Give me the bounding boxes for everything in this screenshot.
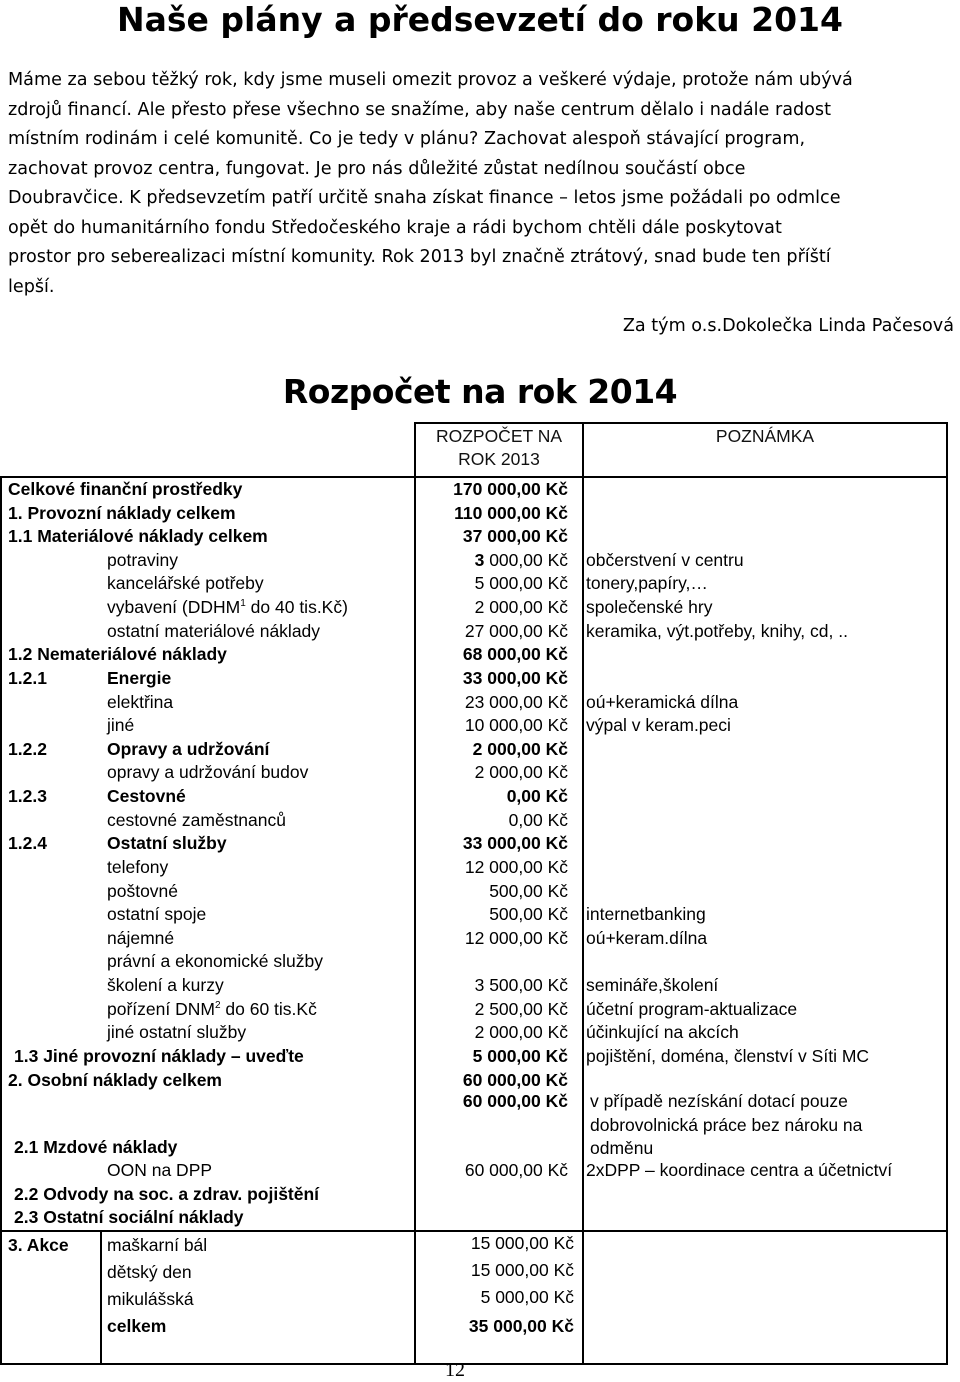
- row-note: keramika, výt.potřeby, knihy, cd, ..: [586, 620, 848, 641]
- mzdove-label: 2.1 Mzdové náklady: [14, 1137, 178, 1157]
- table-row: [0, 950, 948, 974]
- row-label: 2. Osobní náklady celkem: [8, 1069, 222, 1090]
- row-value: 500,00 Kč: [489, 904, 568, 925]
- table-row: [0, 809, 948, 833]
- page-number: 12: [445, 1359, 465, 1381]
- row-label: 1.3 Jiné provozní náklady – uveďte: [14, 1045, 304, 1066]
- intro-line: zdrojů financí. Ale přesto přese všechno se snažíme, aby naše centrum dělalo i nadále radost: [8, 99, 831, 120]
- row-note: občerstvení v centru: [586, 549, 744, 570]
- table-row: [0, 738, 948, 762]
- row-value: 3 500,00 Kč: [474, 975, 568, 996]
- row-note: oú+keramická dílna: [586, 691, 739, 712]
- row-value: 2 000,00 Kč: [474, 597, 568, 618]
- akce-label: 3. Akce: [8, 1235, 69, 1255]
- page-title: Naše plány a předsevzetí do roku 2014: [117, 0, 843, 39]
- row-label: 1.2 Nemateriálové náklady: [8, 644, 227, 665]
- odvody-label: 2.2 Odvody na soc. a zdrav. pojištění: [14, 1184, 320, 1204]
- table-row: [0, 549, 948, 573]
- budget-title: Rozpočet na rok 2014: [282, 372, 678, 411]
- row-value: 2 000,00 Kč: [474, 762, 568, 783]
- row-value: 60 000,00 Kč: [462, 1069, 568, 1090]
- row-item: elektřina: [107, 691, 174, 712]
- table-row: [0, 667, 948, 691]
- mzdove-value: 60 000,00 Kč: [462, 1091, 568, 1111]
- row-value: 3 000,00 Kč: [474, 549, 568, 570]
- row-value: 2 000,00 Kč: [474, 1022, 568, 1043]
- table-row: [0, 620, 948, 644]
- table-row: [0, 785, 948, 809]
- table-row: [0, 478, 948, 502]
- row-item: kancelářské potřeby: [107, 573, 264, 594]
- row-item: vybavení (DDHM$^1$ do 40 tis.Kč): [107, 597, 348, 618]
- akce-item: mikulášská: [107, 1289, 194, 1309]
- table-row: [0, 714, 948, 738]
- akce-total-value: 35 000,00 Kč: [468, 1316, 574, 1336]
- mzdove-note: v případě nezískání dotací pouze dobrovolnická práce bez nároku na odměnu: [590, 1091, 863, 1159]
- row-note: účetní program-aktualizace: [586, 998, 798, 1019]
- intro-line: lepší.: [8, 276, 55, 297]
- table-row: [0, 832, 948, 856]
- row-item: jiné ostatní služby: [107, 1022, 247, 1043]
- table-row: [0, 1045, 948, 1069]
- table-row: [0, 974, 948, 998]
- row-value: 5 000,00 Kč: [474, 573, 568, 594]
- row-item: právní a ekonomické služby: [107, 951, 323, 972]
- row-value: 0,00 Kč: [506, 786, 568, 807]
- table-row: [0, 761, 948, 785]
- intro-line: Máme za sebou těžký rok, kdy jsme museli omezit provoz a veškeré výdaje, protože nám ubývá: [8, 70, 853, 90]
- row-item: opravy a udržování budov: [107, 762, 309, 783]
- table-row: [0, 643, 948, 667]
- row-value: 12 000,00 Kč: [464, 856, 568, 877]
- row-value: 10 000,00 Kč: [464, 715, 568, 736]
- akce-total-label: celkem: [107, 1316, 167, 1336]
- row-item: nájemné: [107, 927, 175, 948]
- row-value: 23 000,00 Kč: [464, 691, 568, 712]
- row-item: telefony: [107, 856, 169, 877]
- row-item: pořízení DNM$^2$ do 60 tis.Kč: [107, 998, 317, 1019]
- row-item: jiné: [107, 715, 135, 736]
- row-note: semináře,školení: [586, 975, 719, 996]
- intro-line: prostor pro seberealizaci místní komunity. Rok 2013 byl značně ztrátový, snad bude ten příští: [8, 247, 831, 267]
- akce-value: 15 000,00 Kč: [470, 1260, 574, 1280]
- intro-line: Doubravčice. K předsevzetím patří určitě snaha získat finance – letos jsme požádali po odmlce: [8, 188, 841, 208]
- intro-paragraph: [8, 66, 954, 302]
- row-value: 5 000,00 Kč: [472, 1045, 568, 1066]
- akce-value: 15 000,00 Kč: [470, 1233, 574, 1253]
- row-label: 1.2.2: [8, 738, 47, 759]
- row-label: 1.2.3: [8, 786, 47, 807]
- oon-note: 2xDPP – koordinace centra a účetnictví: [586, 1160, 893, 1180]
- row-value: 33 000,00 Kč: [462, 833, 568, 854]
- row-item: cestovné zaměstnanců: [107, 809, 286, 830]
- table-row: [0, 1021, 948, 1045]
- row-value: 170 000,00 Kč: [453, 479, 568, 499]
- table-row: [0, 502, 948, 526]
- header-note: POZNÁMKA: [715, 426, 815, 446]
- header-budget: ROZPOČET NA ROK 2013: [435, 426, 563, 469]
- row-value: 27 000,00 Kč: [464, 620, 568, 641]
- row-item: poštovné: [107, 880, 179, 901]
- row-value: 12 000,00 Kč: [464, 927, 568, 948]
- akce-value: 5 000,00 Kč: [480, 1287, 574, 1307]
- row-label: 1. Provozní náklady celkem: [8, 502, 236, 523]
- row-value: 2 000,00 Kč: [472, 738, 568, 759]
- row-item: Energie: [107, 667, 172, 688]
- table-row: [0, 572, 948, 596]
- row-note: výpal v keram.peci: [586, 715, 731, 736]
- intro-line: zachovat provoz centra, fungovat. Je pro nás důležité zůstat nedílnou součástí obce: [8, 158, 746, 179]
- row-label: 1.1 Materiálové náklady celkem: [8, 526, 268, 547]
- row-item: ostatní materiálové náklady: [107, 620, 321, 641]
- row-value: 110 000,00 Kč: [454, 502, 568, 523]
- row-label: Celkové finanční prostředky: [8, 479, 243, 499]
- table-row: [0, 927, 948, 951]
- intro-line: místním rodinám i celé komunitě. Co je tedy v plánu? Zachovat alespoň stávající program,: [8, 129, 806, 149]
- row-label: 1.2.1: [8, 667, 47, 688]
- akce-item: maškarní bál: [107, 1235, 208, 1255]
- table-row: [0, 596, 948, 620]
- table-row: [0, 998, 948, 1022]
- row-item: Opravy a udržování: [107, 738, 270, 759]
- column-divider: [100, 1230, 102, 1365]
- budget-table: [0, 422, 948, 1365]
- row-value: 33 000,00 Kč: [462, 667, 568, 688]
- row-value: 2 500,00 Kč: [474, 998, 568, 1019]
- row-value: 500,00 Kč: [489, 880, 568, 901]
- intro-line: opět do humanitárního fondu Středočeského kraje a rádi bychom chtěli dále poskytovat: [8, 217, 782, 238]
- row-note: účinkující na akcích: [586, 1022, 739, 1043]
- row-item: potraviny: [107, 549, 179, 570]
- row-item: Cestovné: [107, 786, 186, 807]
- row-item: ostatní spoje: [107, 904, 207, 925]
- row-note: oú+keram.dílna: [586, 927, 708, 948]
- row-item: Ostatní služby: [107, 833, 227, 854]
- oon-sub: OON na DPP: [107, 1160, 213, 1180]
- row-note: internetbanking: [586, 904, 706, 925]
- socialni-label: 2.3 Ostatní sociální náklady: [14, 1207, 244, 1227]
- row-value: 0,00 Kč: [508, 809, 568, 830]
- row-label: 1.2.4: [8, 833, 47, 854]
- table-row: [0, 525, 948, 549]
- row-note: tonery,papíry,…: [586, 573, 708, 594]
- table-row: [0, 1069, 948, 1093]
- signature: Za tým o.s.Dokolečka Linda Pačesová: [622, 316, 954, 336]
- table-row: [0, 856, 948, 880]
- table-row: [0, 691, 948, 715]
- akce-item: dětský den: [107, 1262, 192, 1282]
- table-row: [0, 903, 948, 927]
- row-item: školení a kurzy: [107, 975, 224, 996]
- row-note: společenské hry: [586, 597, 713, 618]
- row-value: 68 000,00 Kč: [462, 644, 568, 665]
- row-note: pojištění, doména, členství v Síti MC: [586, 1045, 870, 1066]
- row-value: 37 000,00 Kč: [462, 526, 568, 547]
- oon-value: 60 000,00 Kč: [464, 1160, 568, 1180]
- table-row: [0, 880, 948, 904]
